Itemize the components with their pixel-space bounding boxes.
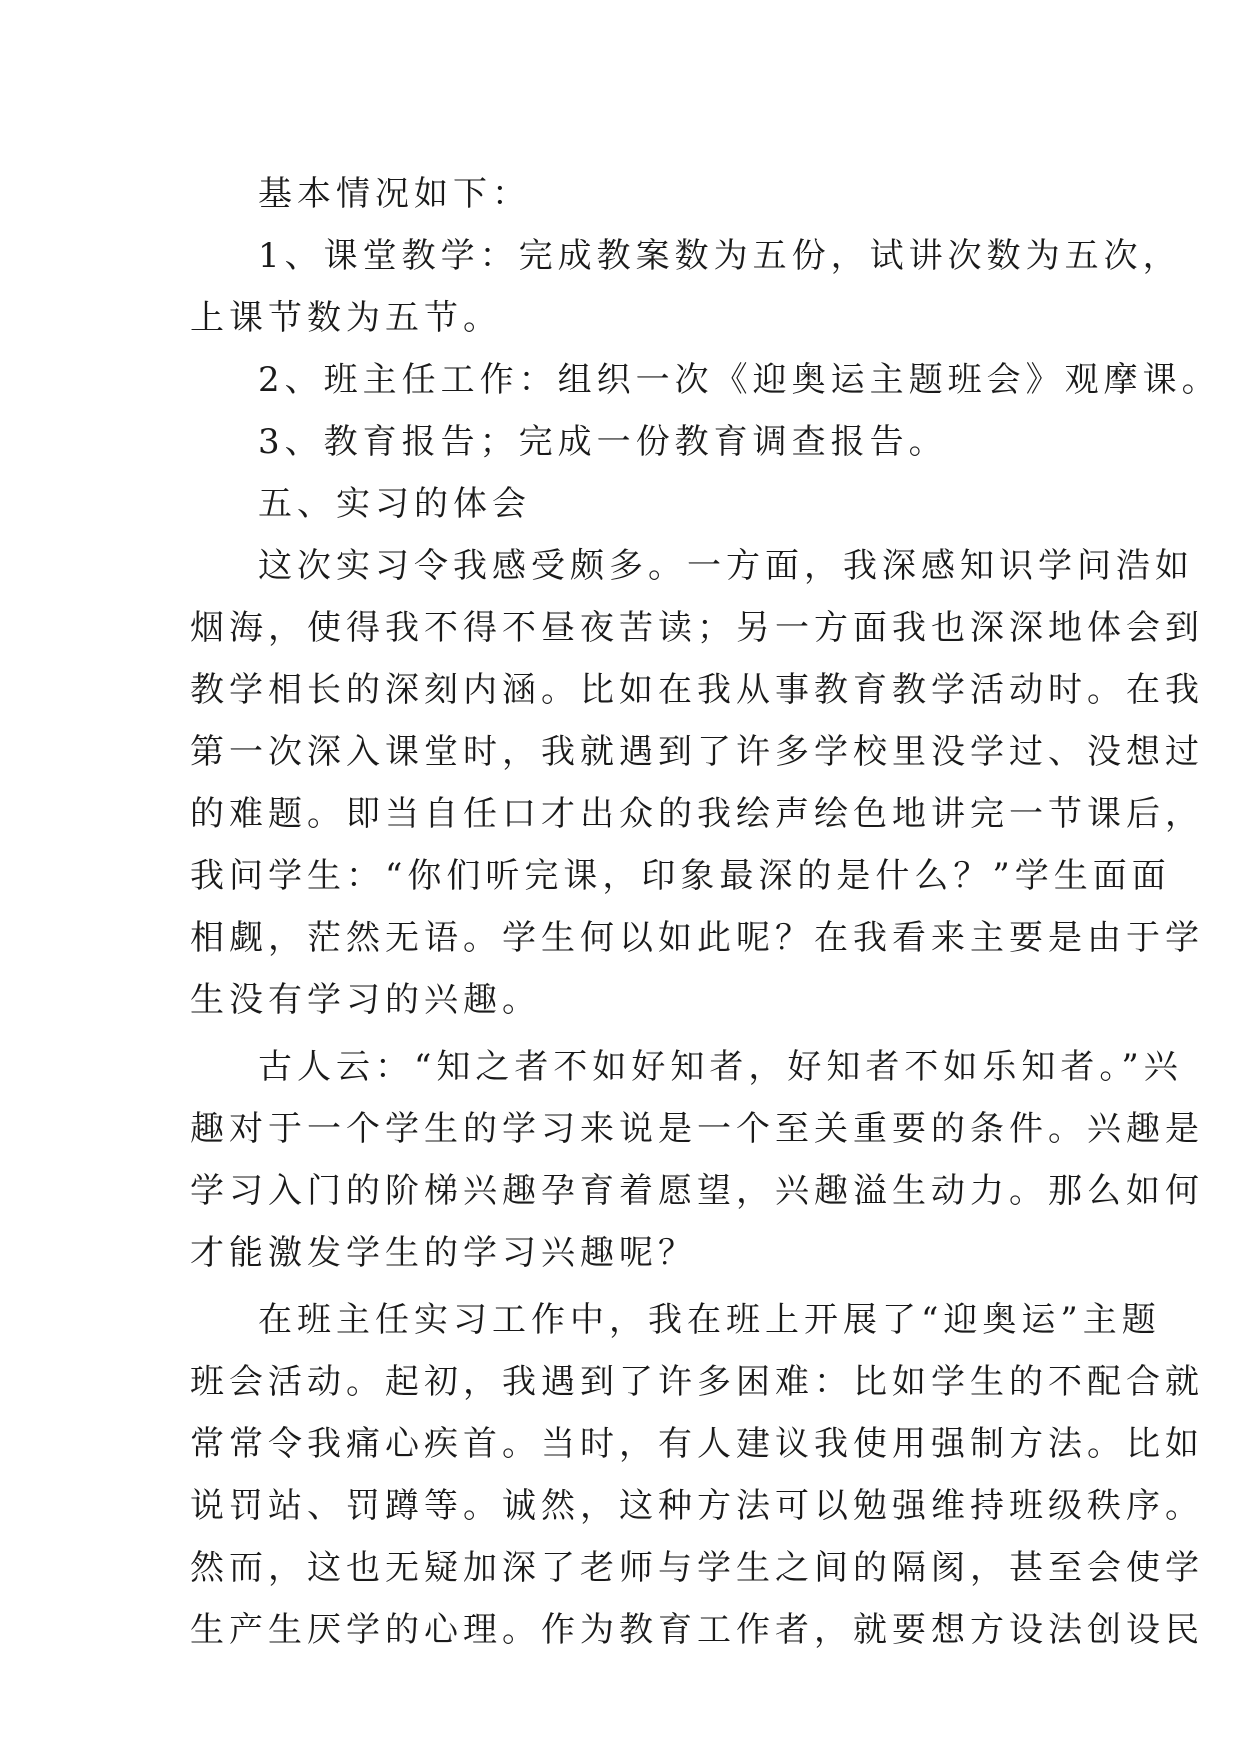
text-line: 3、教育报告；完成一份教育调查报告。 (258, 422, 948, 462)
text-line: 生没有学习的兴趣。 (190, 980, 541, 1020)
text-line: 在班主任实习工作中，我在班上开展了“迎奥运”主题 (258, 1300, 1161, 1340)
text-line: 这次实习令我感受颇多。一方面，我深感知识学问浩如 (258, 546, 1194, 586)
text-line: 学习入门的阶梯兴趣孕育着愿望，兴趣溢生动力。那么如何 (190, 1171, 1204, 1211)
document-body (190, 163, 1221, 1661)
text-line: 古人云：“知之者不如好知者，好知者不如乐知者。”兴 (258, 1047, 1183, 1087)
text-line: 教学相长的深刻内涵。比如在我从事教育教学活动时。在我 (190, 670, 1204, 710)
text-line: 生产生厌学的心理。作为教育工作者，就要想方设法创设民 (190, 1610, 1204, 1650)
text-line: 1、课堂教学：完成教案数为五份，试讲次数为五次， (258, 236, 1182, 276)
text-line: 相觑，茫然无语。学生何以如此呢？在我看来主要是由于学 (190, 918, 1204, 958)
text-line: 说罚站、罚蹲等。诚然，这种方法可以勉强维持班级秩序。 (190, 1486, 1204, 1526)
text-line: 第一次深入课堂时，我就遇到了许多学校里没学过、没想过 (190, 732, 1204, 772)
section-heading: 五、实习的体会 (258, 484, 531, 524)
text-line: 烟海，使得我不得不昼夜苦读；另一方面我也深深地体会到 (190, 608, 1204, 648)
text-line: 基本情况如下： (258, 174, 531, 214)
text-line: 我问学生：“你们听完课，印象最深的是什么？”学生面面 (190, 856, 1171, 896)
text-line: 常常令我痛心疾首。当时，有人建议我使用强制方法。比如 (190, 1424, 1204, 1464)
text-line: 班会活动。起初，我遇到了许多困难：比如学生的不配合就 (190, 1362, 1204, 1402)
text-line: 然而，这也无疑加深了老师与学生之间的隔阂，甚至会使学 (190, 1548, 1204, 1588)
text-line: 才能激发学生的学习兴趣呢？ (190, 1233, 697, 1273)
text-line: 的难题。即当自任口才出众的我绘声绘色地讲完一节课后， (190, 794, 1204, 834)
text-line: 上课节数为五节。 (190, 298, 502, 338)
text-line: 2、班主任工作：组织一次《迎奥运主题班会》观摩课。 (258, 360, 1221, 400)
text-line: 趣对于一个学生的学习来说是一个至关重要的条件。兴趣是 (190, 1109, 1204, 1149)
